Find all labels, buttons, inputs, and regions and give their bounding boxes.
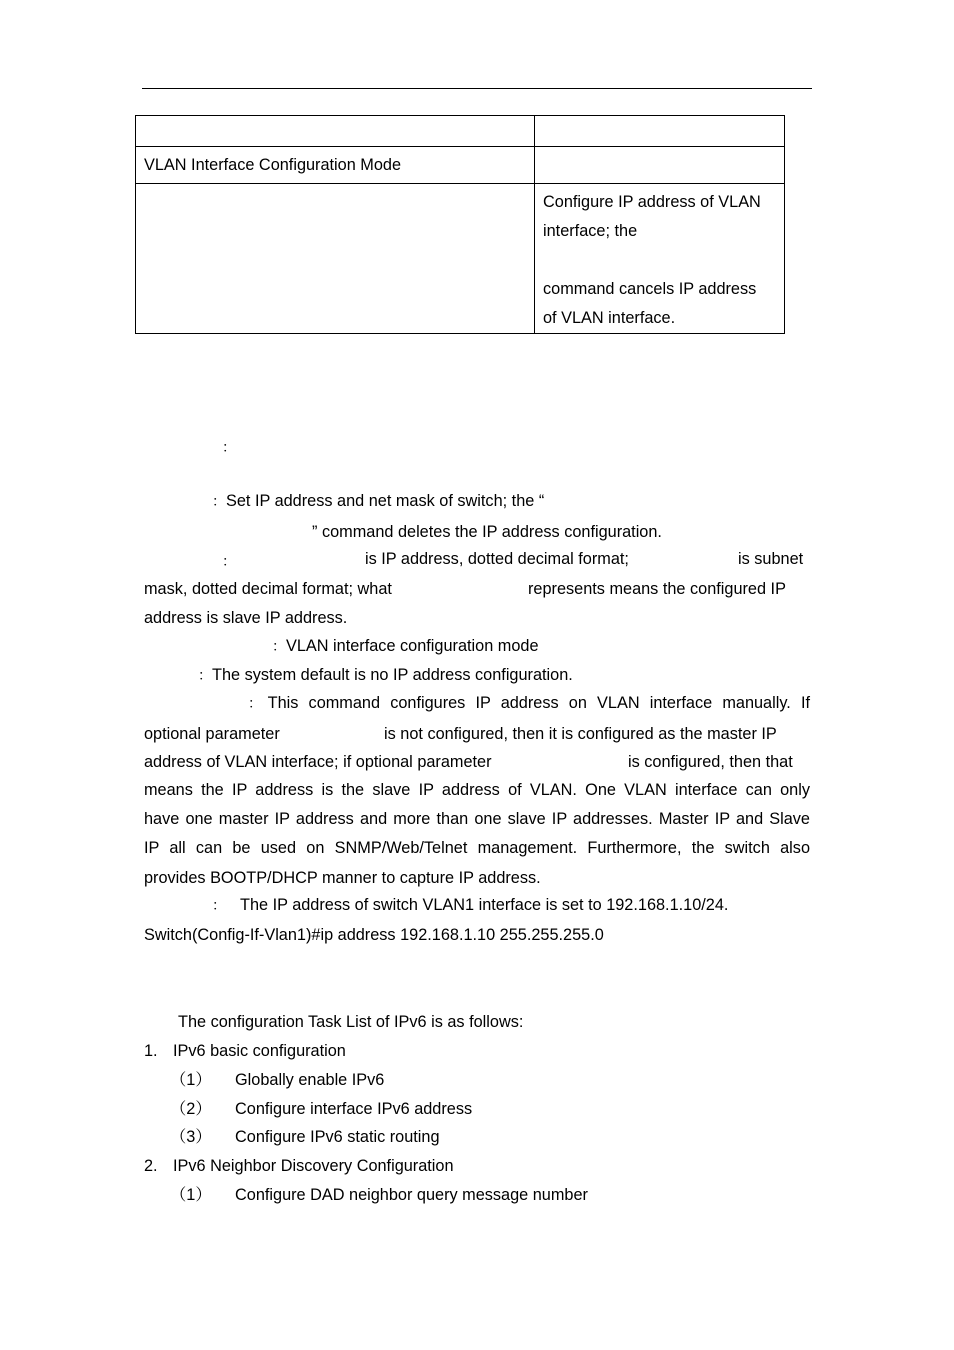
usage-colon: ： bbox=[248, 695, 268, 711]
default-text: The system default is no IP address configuration. bbox=[212, 666, 573, 684]
sub-item-num: （1） bbox=[170, 1071, 212, 1089]
sub-item-label: Configure interface IPv6 address bbox=[235, 1100, 473, 1118]
sub-item-label: Globally enable IPv6 bbox=[235, 1071, 385, 1089]
table-row bbox=[136, 116, 785, 147]
explanation-gap bbox=[543, 246, 776, 275]
usage-line-6: IP all can be used on SNMP/Web/Telnet management. Furthermore, the switch also bbox=[144, 839, 810, 857]
mode-line bbox=[272, 636, 539, 656]
config-table bbox=[135, 115, 785, 334]
param-line-3: address is slave IP address. bbox=[144, 609, 348, 627]
param-line-2b: represents means the configured IP bbox=[528, 580, 786, 598]
table-cell bbox=[136, 184, 535, 334]
sub-item-label: Configure DAD neighbor query message number bbox=[235, 1186, 588, 1204]
example-line bbox=[212, 895, 728, 915]
param-line-2a: mask, dotted decimal format; what bbox=[144, 580, 392, 598]
usage-text-1: This command configures IP address on VLAN interface manually. If bbox=[267, 694, 810, 712]
command-colon: ： bbox=[222, 439, 236, 455]
usage-line-1 bbox=[248, 693, 810, 713]
usage-paragraph bbox=[144, 776, 810, 863]
ipv6-intro: The configuration Task List of IPv6 is as follows: bbox=[178, 1013, 524, 1031]
function-colon: ： bbox=[212, 493, 226, 509]
mode-label: VLAN Interface Configuration Mode bbox=[144, 156, 402, 174]
usage-line-3a: address of VLAN interface; if optional parameter bbox=[144, 753, 492, 771]
example-colon: ： bbox=[212, 897, 226, 913]
usage-line-7: provides BOOTP/DHCP manner to capture IP address. bbox=[144, 869, 541, 887]
default-colon: ： bbox=[198, 667, 212, 683]
usage-line-5: have one master IP address and more than one slave IP addresses. Master IP and Slave bbox=[144, 810, 810, 828]
sub-item-num: （1） bbox=[170, 1186, 212, 1204]
function-line bbox=[212, 491, 544, 511]
table-cell bbox=[535, 116, 785, 147]
list-item-num: 2. bbox=[144, 1157, 158, 1175]
sub-item-label: Configure IPv6 static routing bbox=[235, 1128, 440, 1146]
explanation-line: interface; the bbox=[543, 222, 638, 240]
param-colon: ： bbox=[222, 553, 236, 569]
usage-line-2a: optional parameter bbox=[144, 725, 280, 743]
table-cell bbox=[535, 147, 785, 184]
explanation-line: of VLAN interface. bbox=[543, 309, 676, 327]
usage-line-4: means the IP address is the slave IP address of VLAN. One VLAN interface can only bbox=[144, 781, 810, 799]
mode-text: VLAN interface configuration mode bbox=[286, 637, 539, 655]
usage-line-3b: is configured, then that bbox=[628, 753, 793, 771]
explanation-line: command cancels IP address bbox=[543, 280, 757, 298]
example-command: Switch(Config-If-Vlan1)#ip address 192.168.1.10 255.255.255.0 bbox=[144, 926, 604, 944]
param-text-2: is subnet bbox=[738, 550, 804, 568]
example-text: The IP address of switch VLAN1 interface is set to 192.168.1.10/24. bbox=[240, 896, 729, 914]
function-line-2: ” command deletes the IP address configuration. bbox=[312, 523, 662, 541]
list-item-label: IPv6 Neighbor Discovery Configuration bbox=[173, 1157, 454, 1175]
mode-cell bbox=[136, 147, 535, 184]
header-rule bbox=[142, 88, 812, 89]
table-row bbox=[136, 184, 785, 334]
mode-colon: ： bbox=[272, 638, 286, 654]
list-item-num: 1. bbox=[144, 1042, 158, 1060]
function-text: Set IP address and net mask of switch; the “ bbox=[226, 492, 545, 510]
table-row bbox=[136, 147, 785, 184]
param-text-1: is IP address, dotted decimal format; bbox=[365, 550, 629, 568]
sub-item-num: （3） bbox=[170, 1128, 212, 1146]
usage-line-2b: is not configured, then it is configured as the master IP bbox=[384, 725, 777, 743]
explanation-cell bbox=[535, 184, 785, 334]
table-cell bbox=[136, 116, 535, 147]
explanation-line: Configure IP address of VLAN bbox=[543, 193, 761, 211]
sub-item-num: （2） bbox=[170, 1100, 212, 1118]
default-line bbox=[198, 665, 573, 685]
list-item-label: IPv6 basic configuration bbox=[173, 1042, 346, 1060]
